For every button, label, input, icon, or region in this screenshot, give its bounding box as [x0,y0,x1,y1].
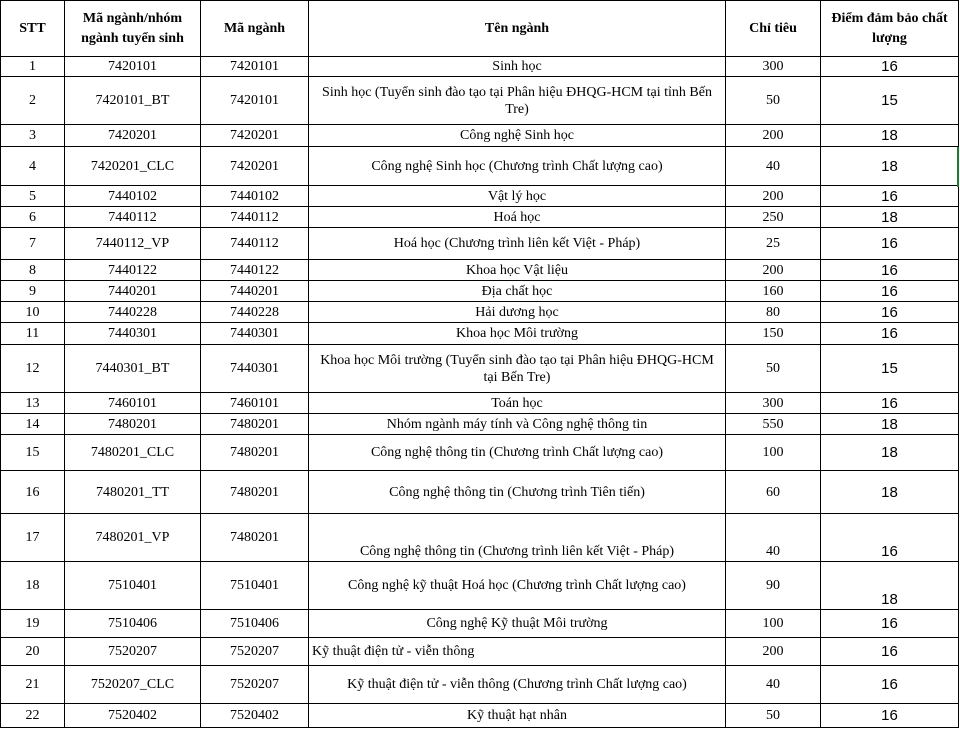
major-name-cell: Hoá học (Chương trình liên kết Việt - Pháp) [309,228,726,260]
table-row [1,228,959,260]
score-cell: 16 [821,638,959,666]
quota-cell: 40 [726,666,821,704]
major-name-cell: Hải dương học [309,302,726,323]
score-cell: 18 [821,207,959,228]
stt-cell: 19 [1,610,65,638]
stt-cell: 4 [1,147,65,186]
group-code-cell: 7420201 [65,125,201,147]
quota-cell: 100 [726,610,821,638]
score-cell: 18 [821,562,959,610]
stt-cell: 21 [1,666,65,704]
table-row [1,57,959,77]
group-code-cell: 7520402 [65,704,201,728]
quota-cell: 40 [726,514,821,562]
stt-cell: 13 [1,393,65,414]
score-cell: 18 [821,125,959,147]
major-code-cell: 7480201 [201,471,309,514]
quota-cell: 250 [726,207,821,228]
score-cell: 15 [821,77,959,125]
table-row [1,77,959,125]
quota-cell: 100 [726,435,821,471]
major-name-cell: Công nghệ thông tin (Chương trình liên kết Việt - Pháp) [309,514,726,562]
major-name-cell: Kỹ thuật điện tử - viễn thông (Chương trình Chất lượng cao) [309,666,726,704]
score-cell: 16 [821,610,959,638]
group-code-cell: 7480201_TT [65,471,201,514]
stt-cell: 5 [1,186,65,207]
major-code-cell: 7420101 [201,77,309,125]
table-row [1,435,959,471]
major-code-cell: 7420101 [201,57,309,77]
quota-cell: 300 [726,393,821,414]
table-row [1,704,959,728]
stt-cell: 22 [1,704,65,728]
major-name-cell: Công nghệ Sinh học [309,125,726,147]
group-code-cell: 7480201_CLC [65,435,201,471]
stt-cell: 17 [1,514,65,562]
major-name-cell: Công nghệ Kỹ thuật Môi trường [309,610,726,638]
group-code-cell: 7460101 [65,393,201,414]
group-code-cell: 7420101 [65,57,201,77]
group-code-cell: 7520207_CLC [65,666,201,704]
table-row [1,514,959,562]
major-code-cell: 7480201 [201,414,309,435]
score-cell: 16 [821,57,959,77]
group-code-cell: 7440122 [65,260,201,281]
major-code-cell: 7440201 [201,281,309,302]
quota-cell: 200 [726,125,821,147]
table-row [1,638,959,666]
cell-selection-marker [957,147,959,187]
quota-cell: 80 [726,302,821,323]
major-code-cell: 7440112 [201,207,309,228]
major-code-cell: 7440122 [201,260,309,281]
score-cell: 16 [821,666,959,704]
header-quota: Chỉ tiêu [726,1,821,57]
stt-cell: 16 [1,471,65,514]
stt-cell: 14 [1,414,65,435]
major-name-cell: Khoa học Vật liệu [309,260,726,281]
major-name-cell: Công nghệ kỹ thuật Hoá học (Chương trình Chất lượng cao) [309,562,726,610]
table-row [1,147,959,186]
table-row [1,345,959,393]
quota-cell: 550 [726,414,821,435]
table-row [1,414,959,435]
major-name-cell: Công nghệ thông tin (Chương trình Tiên tiến) [309,471,726,514]
score-cell: 16 [821,393,959,414]
quota-cell: 50 [726,345,821,393]
major-name-cell: Sinh học [309,57,726,77]
score-cell: 16 [821,514,959,562]
stt-cell: 6 [1,207,65,228]
group-code-cell: 7440112_VP [65,228,201,260]
stt-cell: 15 [1,435,65,471]
stt-cell: 7 [1,228,65,260]
header-min-score: Điểm đảm bảo chất lượng [821,1,959,57]
major-code-cell: 7440228 [201,302,309,323]
quota-cell: 200 [726,260,821,281]
group-code-cell: 7440112 [65,207,201,228]
table-row [1,471,959,514]
table-row [1,323,959,345]
header-group-code: Mã ngành/nhóm ngành tuyển sinh [65,1,201,57]
group-code-cell: 7440201 [65,281,201,302]
major-code-cell: 7480201 [201,435,309,471]
major-code-cell: 7480201 [201,514,309,562]
group-code-cell: 7440102 [65,186,201,207]
header-stt: STT [1,1,65,57]
group-code-cell: 7440301_BT [65,345,201,393]
table-row [1,281,959,302]
score-cell: 18 [821,471,959,514]
score-cell: 16 [821,302,959,323]
major-name-cell: Hoá học [309,207,726,228]
table-row [1,666,959,704]
major-code-cell: 7520207 [201,638,309,666]
major-code-cell: 7440301 [201,323,309,345]
quota-cell: 200 [726,638,821,666]
quota-cell: 90 [726,562,821,610]
quota-cell: 40 [726,147,821,186]
header-major-code: Mã ngành [201,1,309,57]
major-name-cell: Khoa học Môi trường (Tuyển sinh đào tạo tại Phân hiệu ĐHQG-HCM tại Bến Tre) [309,345,726,393]
stt-cell: 9 [1,281,65,302]
table-row [1,260,959,281]
major-code-cell: 7420201 [201,125,309,147]
table-row [1,610,959,638]
major-code-cell: 7510406 [201,610,309,638]
table-row [1,302,959,323]
major-name-cell: Khoa học Môi trường [309,323,726,345]
stt-cell: 10 [1,302,65,323]
table-row [1,207,959,228]
score-cell: 16 [821,281,959,302]
score-cell: 15 [821,345,959,393]
major-name-cell: Kỹ thuật điện tử - viễn thông [309,638,726,666]
major-code-cell: 7520402 [201,704,309,728]
major-code-cell: 7440301 [201,345,309,393]
major-name-cell: Vật lý học [309,186,726,207]
quota-cell: 150 [726,323,821,345]
major-name-cell: Công nghệ thông tin (Chương trình Chất lượng cao) [309,435,726,471]
quota-cell: 300 [726,57,821,77]
score-cell: 18 [821,435,959,471]
stt-cell: 18 [1,562,65,610]
score-cell: 18 [821,414,959,435]
quota-cell: 60 [726,471,821,514]
quota-cell: 50 [726,704,821,728]
quota-cell: 160 [726,281,821,302]
table-row [1,125,959,147]
major-name-cell: Công nghệ Sinh học (Chương trình Chất lượng cao) [309,147,726,186]
score-cell: 16 [821,186,959,207]
group-code-cell: 7480201 [65,414,201,435]
group-code-cell: 7420201_CLC [65,147,201,186]
group-code-cell: 7440228 [65,302,201,323]
quota-cell: 25 [726,228,821,260]
group-code-cell: 7440301 [65,323,201,345]
major-name-cell: Sinh học (Tuyển sinh đào tạo tại Phân hiệu ĐHQG-HCM tại tỉnh Bến Tre) [309,77,726,125]
table-row [1,186,959,207]
quota-cell: 50 [726,77,821,125]
header-row [1,1,959,57]
major-name-cell: Nhóm ngành máy tính và Công nghệ thông tin [309,414,726,435]
stt-cell: 1 [1,57,65,77]
group-code-cell: 7480201_VP [65,514,201,562]
major-code-cell: 7420201 [201,147,309,186]
stt-cell: 2 [1,77,65,125]
stt-cell: 12 [1,345,65,393]
table-row [1,562,959,610]
group-code-cell: 7510401 [65,562,201,610]
group-code-cell: 7520207 [65,638,201,666]
stt-cell: 8 [1,260,65,281]
major-name-cell: Toán học [309,393,726,414]
major-code-cell: 7440112 [201,228,309,260]
group-code-cell: 7510406 [65,610,201,638]
score-cell: 16 [821,323,959,345]
quota-cell: 200 [726,186,821,207]
group-code-cell: 7420101_BT [65,77,201,125]
stt-cell: 3 [1,125,65,147]
major-name-cell: Địa chất học [309,281,726,302]
score-cell: 16 [821,228,959,260]
major-code-cell: 7520207 [201,666,309,704]
score-cell: 16 [821,704,959,728]
table-row [1,393,959,414]
stt-cell: 11 [1,323,65,345]
major-name-cell: Kỹ thuật hạt nhân [309,704,726,728]
header-major-name: Tên ngành [309,1,726,57]
major-code-cell: 7460101 [201,393,309,414]
score-cell: 16 [821,260,959,281]
major-code-cell: 7510401 [201,562,309,610]
score-cell: 18 [821,147,959,186]
stt-cell: 20 [1,638,65,666]
major-code-cell: 7440102 [201,186,309,207]
